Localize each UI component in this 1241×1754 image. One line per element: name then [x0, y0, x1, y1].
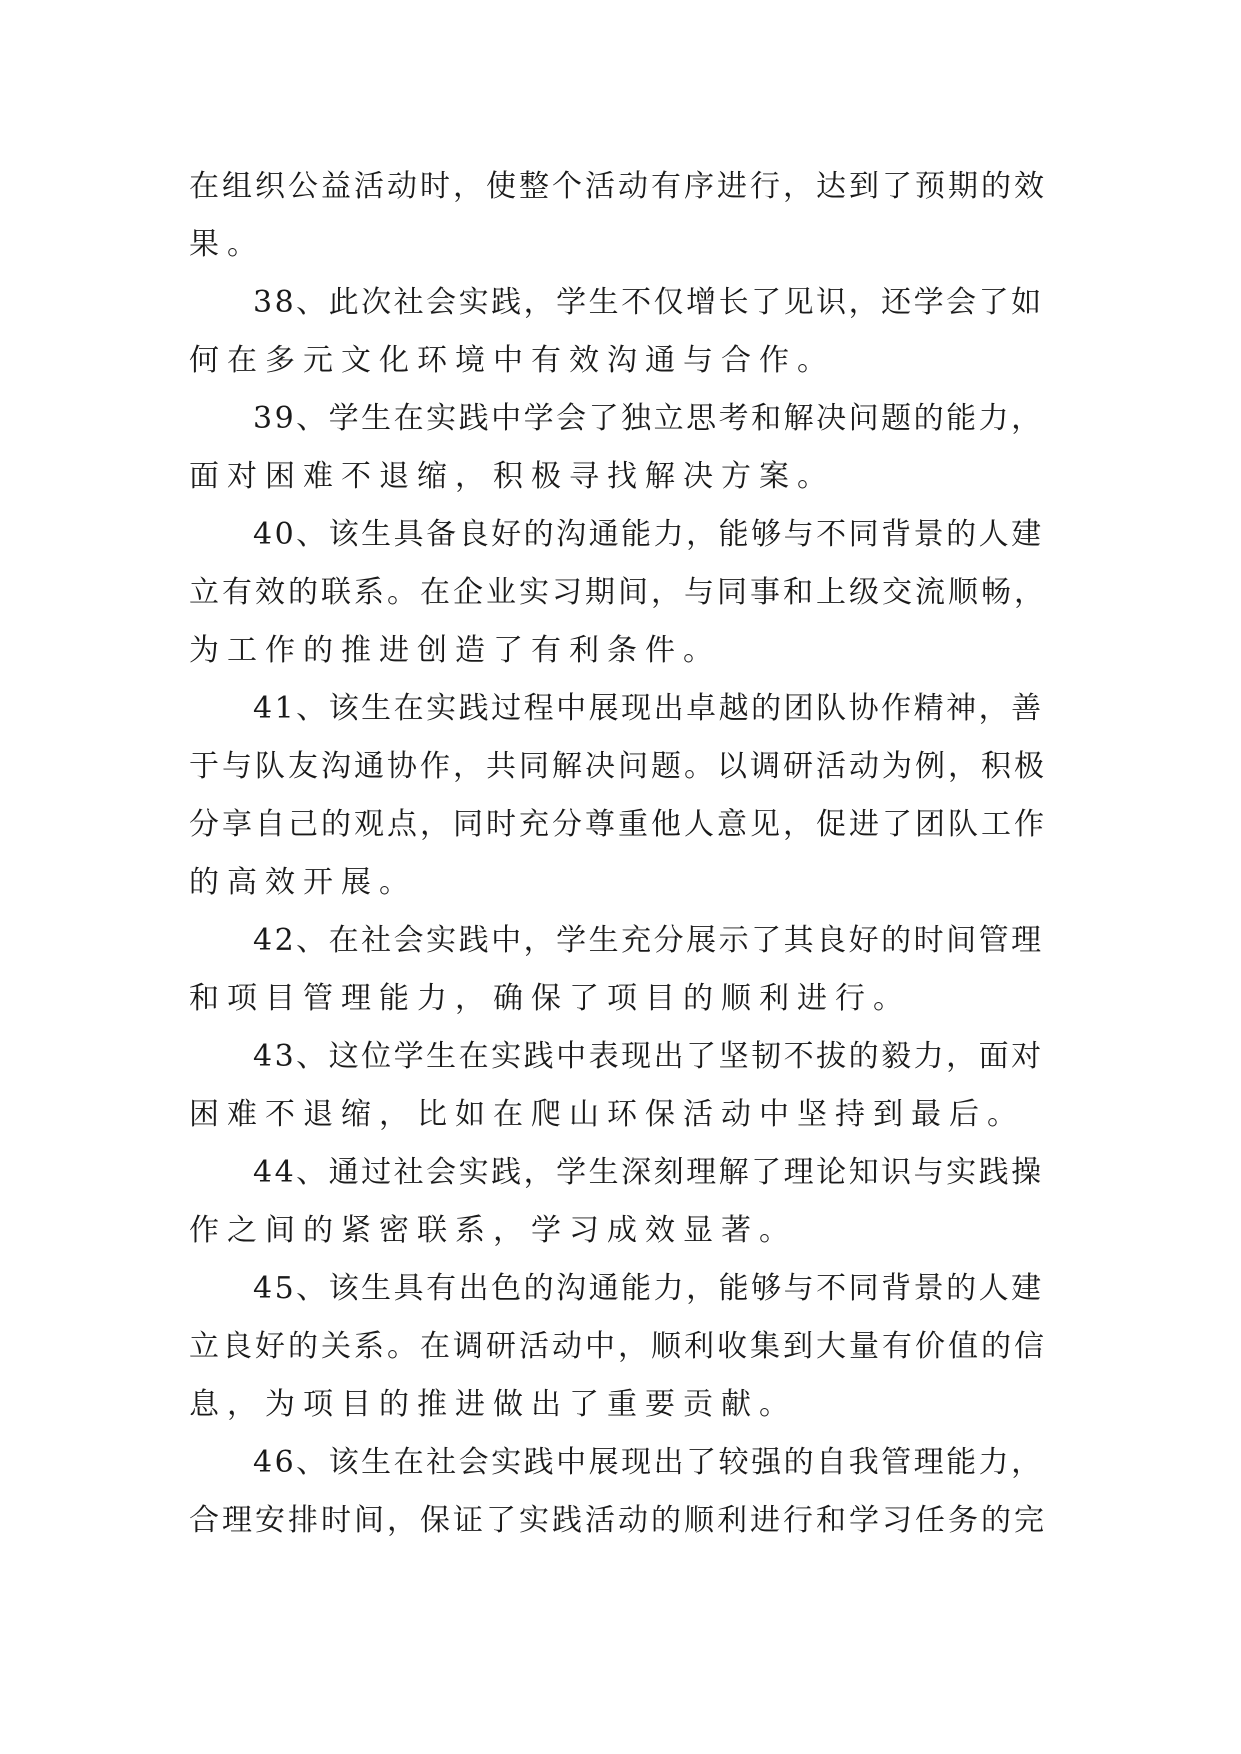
text-line: 立有效的联系。在企业实习期间，与同事和上级交流顺畅， [189, 575, 1047, 610]
text-line: 困难不退缩，比如在爬山环保活动中坚持到最后。 [189, 1097, 1025, 1132]
text-line: 立良好的关系。在调研活动中，顺利收集到大量有价值的信 [189, 1329, 1047, 1364]
text-line: 为工作的推进创造了有利条件。 [189, 633, 721, 668]
paragraph-start-38: 38、此次社会实践，学生不仅增长了见识，还学会了如 [253, 285, 1044, 320]
text-line: 作之间的紧密联系，学习成效显著。 [189, 1213, 797, 1248]
paragraph-start-45: 45、该生具有出色的沟通能力，能够与不同背景的人建 [253, 1271, 1044, 1306]
document-body [189, 158, 1051, 1550]
paragraph-start-46: 46、该生在社会实践中展现出了较强的自我管理能力， [253, 1445, 1044, 1480]
text-line: 合理安排时间，保证了实践活动的顺利进行和学习任务的完 [189, 1503, 1047, 1538]
text-line: 何在多元文化环境中有效沟通与合作。 [189, 343, 835, 378]
text-line: 分享自己的观点，同时充分尊重他人意见，促进了团队工作 [189, 807, 1047, 842]
text-line: 的高效开展。 [189, 865, 417, 900]
paragraph-start-40: 40、该生具备良好的沟通能力，能够与不同背景的人建 [253, 517, 1044, 552]
text-line: 面对困难不退缩，积极寻找解决方案。 [189, 459, 835, 494]
paragraph-start-44: 44、通过社会实践，学生深刻理解了理论知识与实践操 [253, 1155, 1044, 1190]
text-line: 在组织公益活动时，使整个活动有序进行，达到了预期的效 [189, 169, 1047, 204]
text-line: 果。 [189, 227, 265, 262]
paragraph-start-41: 41、该生在实践过程中展现出卓越的团队协作精神，善 [253, 691, 1044, 726]
text-line: 于与队友沟通协作，共同解决问题。以调研活动为例，积极 [189, 749, 1047, 784]
paragraph-start-43: 43、这位学生在实践中表现出了坚韧不拔的毅力，面对 [253, 1039, 1044, 1074]
text-line: 和项目管理能力，确保了项目的顺利进行。 [189, 981, 911, 1016]
paragraph-start-39: 39、学生在实践中学会了独立思考和解决问题的能力， [253, 401, 1044, 436]
paragraph-start-42: 42、在社会实践中，学生充分展示了其良好的时间管理 [253, 923, 1044, 958]
text-line: 息，为项目的推进做出了重要贡献。 [189, 1387, 797, 1422]
